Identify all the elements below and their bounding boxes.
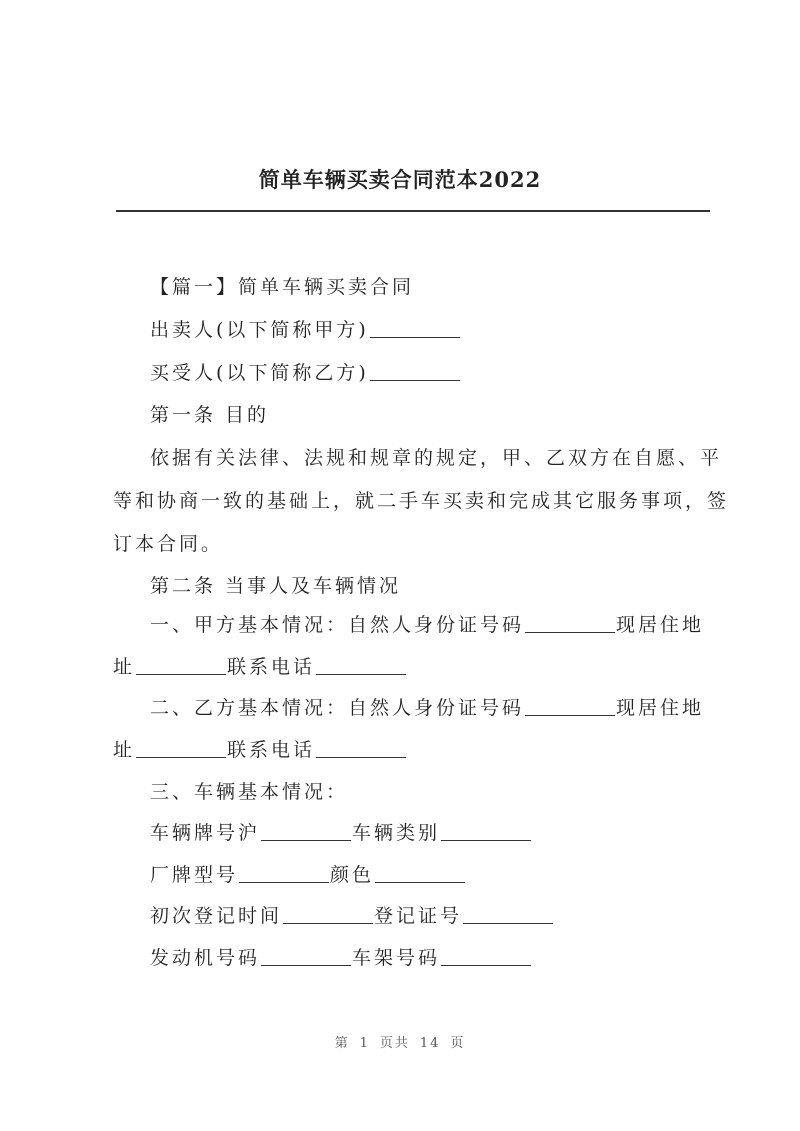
party-a-phone-label: 联系电话 [227,656,316,678]
party-a-id-label: 一、甲方基本情况：自然人身份证号码 [150,614,525,636]
party-b-address-label: 现居住地 [616,697,705,719]
footer-middle: 页共 [379,1036,410,1051]
vehicle-registration-line [150,902,554,930]
article2-title: 第二条 当事人及车辆情况 [150,575,402,597]
vehicle-brand-line [150,861,466,889]
seller-blank [370,317,460,338]
party-a-line1 [150,611,704,639]
footer-suffix: 页 [450,1036,466,1051]
color-blank [375,862,465,883]
engine-label: 发动机号码 [150,947,261,969]
plate-blank [261,820,351,841]
buyer-line [150,359,461,387]
vehicle-title: 三、车辆基本情况： [150,781,349,803]
buyer-blank [370,360,460,381]
party-a-address-blank [136,654,226,675]
article1-text-line3: 订本合同。 [113,533,224,555]
party-b-id-label: 二、乙方基本情况：自然人身份证号码 [150,697,525,719]
party-a-phone-blank [316,654,406,675]
brand-label: 厂牌型号 [150,864,239,886]
frame-label: 车架号码 [352,947,441,969]
footer-page-number: 1 [359,1036,370,1051]
party-a-address-label: 现居住地 [616,614,705,636]
seller-label: 出卖人(以下简称甲方) [150,319,369,341]
engine-blank [261,945,351,966]
party-b-address-suffix: 址 [113,739,136,761]
plate-label: 车辆牌号沪 [150,822,261,844]
article1-text-line2: 等和协商一致的基础上，就二手车买卖和完成其它服务事项，签 [113,490,730,512]
party-b-phone-blank [316,737,406,758]
party-b-line1 [150,694,704,722]
category-blank [441,820,531,841]
document-title: 简单车辆买卖合同范本2022 [258,167,542,192]
party-b-line2 [113,736,407,764]
vehicle-plate-line [150,819,532,847]
brand-blank [239,862,329,883]
article1-title: 第一条 目的 [150,404,270,426]
reg-cert-label: 登记证号 [374,905,463,927]
section-heading: 【篇一】简单车辆买卖合同 [150,276,415,298]
category-label: 车辆类别 [352,822,441,844]
buyer-label: 买受人(以下简称乙方) [150,362,369,384]
frame-blank [441,945,531,966]
party-a-id-blank [525,612,615,633]
party-b-address-blank [136,737,226,758]
article1-text-line1: 依据有关法律、法规和规章的规定，甲、乙双方在自愿、平 [150,447,723,469]
color-label: 颜色 [330,864,375,886]
footer-total-pages: 14 [419,1036,441,1051]
first-reg-blank [283,903,373,924]
party-b-phone-label: 联系电话 [227,739,316,761]
party-a-line2 [113,653,407,681]
party-a-address-suffix: 址 [113,656,136,678]
footer-prefix: 第 [334,1036,350,1051]
title-divider [116,210,710,212]
page-footer [0,1032,800,1051]
vehicle-engine-line [150,944,532,972]
reg-cert-blank [463,903,553,924]
first-reg-label: 初次登记时间 [150,905,283,927]
party-b-id-blank [525,695,615,716]
seller-line [150,316,461,344]
